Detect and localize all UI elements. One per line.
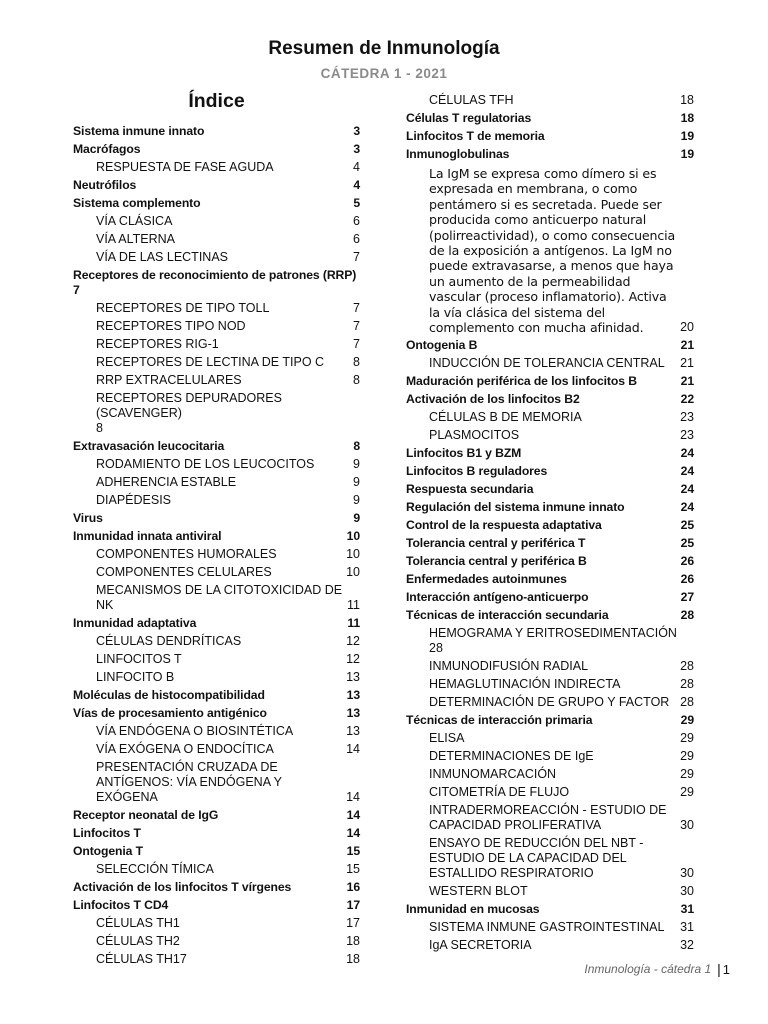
toc-entry-page: 7 — [353, 300, 360, 315]
toc-subentry[interactable] — [406, 408, 694, 426]
toc-entry-page: 14 — [346, 741, 360, 756]
toc-entry-text: Inmunoglobulinas — [406, 146, 510, 161]
toc-entry-page: 10 — [346, 528, 360, 543]
toc-entry-text: RECEPTORES DEPURADORES (SCAVENGER) — [96, 390, 282, 420]
toc-entry[interactable] — [73, 527, 360, 545]
toc-entry-page: 13 — [346, 723, 360, 738]
toc-entry-page: 26 — [680, 571, 694, 586]
toc-entry-text: Moléculas de histocompatibilidad — [73, 687, 265, 702]
toc-entry-text: CÉLULAS TH2 — [96, 933, 180, 948]
toc-subentry[interactable] — [73, 740, 360, 758]
toc-entry-text: COMPONENTES CELULARES — [96, 564, 272, 579]
toc-entry-text: CÉLULAS TH17 — [96, 951, 187, 966]
toc-entry[interactable] — [406, 145, 694, 163]
toc-entry-page: 5 — [353, 195, 360, 210]
toc-entry-page: 26 — [680, 553, 694, 568]
toc-entry-page: 18 — [346, 951, 360, 966]
toc-entry-text: Inmunidad adaptativa — [73, 615, 197, 630]
toc-subentry[interactable] — [406, 936, 694, 954]
toc-entry-text: Técnicas de interacción primaria — [406, 712, 593, 727]
toc-entry-text: RESPUESTA DE FASE AGUDA — [96, 159, 274, 174]
toc-entry-text: Sistema complemento — [73, 195, 201, 210]
toc-entry-page: 24 — [680, 481, 694, 496]
toc-entry-page: 21 — [680, 373, 694, 388]
toc-entry-text: IgA SECRETORIA — [429, 937, 532, 952]
toc-entry-text: Tolerancia central y periférica T — [406, 535, 586, 550]
toc-entry-page: 31 — [680, 919, 694, 934]
toc-entry[interactable] — [406, 498, 694, 516]
toc-entry-text: RECEPTORES RIG-1 — [96, 336, 219, 351]
toc-entry-page: 28 — [680, 694, 694, 709]
toc-entry-text: LINFOCITO B — [96, 669, 175, 684]
toc-entry-page: 30 — [680, 865, 694, 880]
toc-subentry[interactable] — [73, 545, 360, 563]
toc-entry-text: RECEPTORES DE LECTINA DE TIPO C — [96, 354, 325, 369]
toc-entry-text: COMPONENTES HUMORALES — [96, 546, 277, 561]
toc-subentry[interactable] — [406, 675, 694, 693]
toc-entry-text: RRP EXTRACELULARES — [96, 372, 242, 387]
toc-entry[interactable] — [406, 462, 694, 480]
toc-entry-page: 21 — [680, 355, 694, 370]
toc-entry-page: 23 — [680, 409, 694, 424]
toc-entry-text: HEMAGLUTINACIÓN INDIRECTA — [429, 676, 621, 691]
toc-entry-text: Interacción antígeno-anticuerpo — [406, 589, 589, 604]
toc-entry-text: Inmunidad en mucosas — [406, 901, 540, 916]
toc-entry-page: 14 — [346, 825, 360, 840]
toc-entry-text: Regulación del sistema inmune innato — [406, 499, 625, 514]
toc-entry-page: 8 — [353, 372, 360, 387]
toc-subentry[interactable] — [73, 668, 360, 686]
toc-entry-page: 13 — [346, 705, 360, 720]
toc-entry-text: Enfermedades autoinmunes — [406, 571, 567, 586]
toc-subentry[interactable] — [73, 335, 360, 353]
toc-subentry[interactable] — [406, 426, 694, 444]
toc-entry-text: WESTERN BLOT — [429, 883, 528, 898]
toc-note-paragraph[interactable] — [406, 163, 694, 336]
toc-entry-page: 9 — [353, 456, 360, 471]
toc-entry-page: 9 — [353, 492, 360, 507]
toc-entry-text: CÉLULAS TFH — [429, 92, 514, 107]
toc-entry-text: Maduración periférica de los linfocitos B — [406, 373, 637, 388]
toc-subentry[interactable] — [73, 212, 360, 230]
toc-entry[interactable] — [406, 570, 694, 588]
toc-entry[interactable] — [406, 552, 694, 570]
toc-entry[interactable] — [406, 606, 694, 624]
toc-entry-page: 29 — [680, 730, 694, 745]
toc-subentry[interactable] — [406, 882, 694, 900]
toc-entry[interactable] — [73, 437, 360, 455]
toc-entry[interactable] — [406, 109, 694, 127]
toc-entry[interactable] — [73, 140, 360, 158]
toc-entry-text: INMUNODIFUSIÓN RADIAL — [429, 658, 589, 673]
toc-entry-page: 17 — [346, 897, 360, 912]
toc-subentry[interactable] — [73, 317, 360, 335]
toc-subentry[interactable] — [73, 353, 360, 371]
toc-subentry[interactable] — [406, 801, 694, 834]
toc-subentry[interactable] — [73, 563, 360, 581]
toc-entry-text: MECANISMOS DE LA CITOTOXICIDAD DE NK — [96, 582, 343, 612]
toc-entry-page: 18 — [680, 110, 694, 125]
footer-separator: | — [717, 961, 721, 977]
toc-entry-page: 11 — [347, 615, 360, 630]
toc-entry-text: SELECCIÓN TÍMICA — [96, 861, 214, 876]
toc-entry-page: 28 — [680, 658, 694, 673]
toc-entry[interactable] — [73, 122, 360, 140]
toc-entry-text: Neutrófilos — [73, 177, 137, 192]
toc-entry-page: 17 — [346, 915, 360, 930]
toc-entry-text: Tolerancia central y periférica B — [406, 553, 587, 568]
toc-entry-text: Receptores de reconocimiento de patrones (RRP) — [73, 267, 357, 282]
toc-entry-page: 12 — [346, 633, 360, 648]
toc-entry-text: VÍA ENDÓGENA O BIOSINTÉTICA — [96, 723, 294, 738]
toc-entry-text: Activación de los linfocitos T vírgenes — [73, 879, 292, 894]
toc-subentry[interactable] — [73, 248, 360, 266]
toc-entry-page: 18 — [346, 933, 360, 948]
index-right-column — [406, 91, 694, 954]
toc-subentry[interactable] — [406, 765, 694, 783]
toc-subentry[interactable] — [73, 473, 360, 491]
document-subtitle: CÁTEDRA 1 - 2021 — [320, 66, 448, 81]
toc-subentry[interactable] — [73, 632, 360, 650]
toc-entry[interactable] — [73, 704, 360, 722]
toc-entry-text: CITOMETRÍA DE FLUJO — [429, 784, 570, 799]
toc-subentry[interactable] — [406, 729, 694, 747]
toc-entry-text: CÉLULAS DENDRÍTICAS — [96, 633, 242, 648]
toc-entry-page: 15 — [346, 861, 360, 876]
toc-entry-page: 13 — [346, 669, 360, 684]
toc-subentry[interactable] — [73, 932, 360, 950]
toc-subentry[interactable] — [73, 230, 360, 248]
toc-entry-text: Linfocitos T — [73, 825, 141, 840]
toc-entry-page: 8 — [353, 354, 360, 369]
toc-entry[interactable] — [73, 686, 360, 704]
toc-entry-page: 16 — [346, 879, 360, 894]
toc-entry-text: PLASMOCITOS — [429, 427, 520, 442]
toc-subentry[interactable] — [73, 158, 360, 176]
toc-entry[interactable] — [406, 444, 694, 462]
footer-label: Inmunología - cátedra 1 — [584, 962, 712, 976]
toc-entry-text: Respuesta secundaria — [406, 481, 534, 496]
toc-subentry[interactable] — [406, 918, 694, 936]
page-footer — [584, 961, 730, 977]
toc-entry[interactable] — [406, 336, 694, 354]
toc-entry-text: CÉLULAS B DE MEMORIA — [429, 409, 582, 424]
toc-entry[interactable] — [73, 176, 360, 194]
toc-entry-page: 24 — [680, 463, 694, 478]
toc-entry-text: LINFOCITOS T — [96, 651, 182, 666]
toc-entry-text: Ontogenia T — [73, 843, 143, 858]
toc-subentry[interactable] — [73, 455, 360, 473]
toc-entry-text: RODAMIENTO DE LOS LEUCOCITOS — [96, 456, 315, 471]
toc-entry-page: 24 — [680, 499, 694, 514]
toc-entry-page: 28 — [680, 676, 694, 691]
toc-entry-text: INDUCCIÓN DE TOLERANCIA CENTRAL — [429, 355, 665, 370]
toc-entry-page: 10 — [346, 564, 360, 579]
toc-entry[interactable] — [406, 390, 694, 408]
toc-entry-text: CÉLULAS TH1 — [96, 915, 180, 930]
toc-entry-text: Inmunidad innata antiviral — [73, 528, 222, 543]
toc-entry[interactable] — [406, 516, 694, 534]
toc-entry-page: 4 — [353, 177, 360, 192]
toc-entry-text: Virus — [73, 510, 103, 525]
toc-entry-page: 8 — [96, 420, 103, 435]
toc-entry-text: DETERMINACIÓN DE GRUPO Y FACTOR — [429, 694, 670, 709]
toc-subentry[interactable] — [406, 834, 694, 882]
toc-entry-text: Células T regulatorias — [406, 110, 532, 125]
toc-entry-text: VÍA EXÓGENA O ENDOCÍTICA — [96, 741, 274, 756]
index-left-column — [73, 122, 360, 968]
toc-subentry[interactable] — [406, 91, 694, 109]
toc-entry-text: SISTEMA INMUNE GASTROINTESTINAL — [429, 919, 665, 934]
toc-entry-page: 27 — [680, 589, 694, 604]
toc-subentry[interactable] — [406, 747, 694, 765]
toc-entry-page: 7 — [73, 282, 80, 297]
toc-subentry[interactable] — [73, 950, 360, 968]
toc-entry[interactable] — [73, 842, 360, 860]
toc-entry-page: 29 — [680, 712, 694, 727]
toc-subentry[interactable] — [73, 299, 360, 317]
toc-entry-page: 4 — [353, 159, 360, 174]
toc-subentry[interactable] — [73, 389, 360, 437]
toc-entry-page: 21 — [680, 337, 694, 352]
toc-entry-page: 9 — [353, 510, 360, 525]
toc-entry-page: 19 — [680, 128, 694, 143]
toc-entry[interactable] — [73, 194, 360, 212]
toc-entry-page: 7 — [353, 249, 360, 264]
toc-subentry[interactable] — [73, 650, 360, 668]
toc-entry[interactable] — [73, 509, 360, 527]
toc-entry-text: Control de la respuesta adaptativa — [406, 517, 602, 532]
toc-entry-text: Macrófagos — [73, 141, 141, 156]
toc-entry[interactable] — [73, 806, 360, 824]
toc-entry-page: 7 — [353, 318, 360, 333]
toc-entry-page: 14 — [346, 789, 360, 804]
toc-entry-text: HEMOGRAMA Y ERITROSEDIMENTACIÓN — [429, 625, 677, 640]
toc-subentry[interactable] — [73, 758, 360, 806]
toc-entry-page: 10 — [346, 546, 360, 561]
toc-entry-text: DIAPÉDESIS — [96, 492, 172, 507]
toc-entry-text: INMUNOMARCACIÓN — [429, 766, 557, 781]
toc-entry-page: 23 — [680, 427, 694, 442]
toc-entry[interactable] — [73, 878, 360, 896]
toc-entry-text: VÍA ALTERNA — [96, 231, 175, 246]
toc-entry-text: Sistema inmune innato — [73, 123, 205, 138]
toc-subentry[interactable] — [73, 860, 360, 878]
toc-entry-page: 31 — [680, 901, 694, 916]
toc-entry-text: PRESENTACIÓN CRUZADA DE ANTÍGENOS: VÍA ENDÓGENA Y EXÓGENA — [96, 759, 282, 804]
toc-subentry[interactable] — [406, 783, 694, 801]
toc-entry-page: 25 — [680, 517, 694, 532]
index-heading: Índice — [188, 90, 245, 112]
toc-entry-text: La IgM se expresa como dímero si es expresada en membrana, o como pentámero si es secretada. Puede ser producida como anticuerpo natural (polirreactividad), o como consecuencia de la exposición a antígenos. La IgM no puede extravasarse, a menos que haya un aumento de la permeabilidad vascular (proceso inflamatorio). Activa la vía clásica del sistema del complemento con mucha afinidad. — [429, 166, 676, 336]
toc-entry-text: Activación de los linfocitos B2 — [406, 391, 580, 406]
toc-entry[interactable] — [406, 588, 694, 606]
toc-entry-page: 20 — [680, 320, 694, 335]
toc-subentry[interactable] — [73, 371, 360, 389]
toc-subentry[interactable] — [73, 581, 360, 614]
toc-subentry[interactable] — [406, 657, 694, 675]
toc-entry-page: 18 — [680, 92, 694, 107]
toc-subentry[interactable] — [73, 722, 360, 740]
toc-entry-text: ELISA — [429, 730, 465, 745]
toc-entry[interactable] — [73, 266, 360, 299]
toc-entry-page: 25 — [680, 535, 694, 550]
toc-subentry[interactable] — [406, 693, 694, 711]
toc-entry[interactable] — [73, 614, 360, 632]
toc-entry[interactable] — [406, 534, 694, 552]
toc-entry-page: 22 — [680, 391, 694, 406]
toc-entry-page: 29 — [680, 748, 694, 763]
toc-entry-text: ENSAYO DE REDUCCIÓN DEL NBT - ESTUDIO DE LA CAPACIDAD DEL ESTALLIDO RESPIRATORIO — [429, 835, 644, 880]
footer-page-number: 1 — [722, 961, 730, 977]
toc-entry-page: 30 — [680, 883, 694, 898]
toc-entry-page: 6 — [353, 213, 360, 228]
toc-entry-text: Receptor neonatal de IgG — [73, 807, 219, 822]
toc-entry-page: 29 — [680, 784, 694, 799]
toc-entry-text: Extravasación leucocitaria — [73, 438, 225, 453]
toc-entry[interactable] — [73, 896, 360, 914]
toc-entry-text: Linfocitos B reguladores — [406, 463, 548, 478]
toc-entry-text: DETERMINACIONES DE IgE — [429, 748, 594, 763]
toc-entry-text: INTRADERMOREACCIÓN - ESTUDIO DE CAPACIDAD PROLIFERATIVA — [429, 802, 667, 832]
toc-entry-page: 3 — [353, 141, 360, 156]
toc-entry[interactable] — [406, 127, 694, 145]
toc-entry-page: 19 — [680, 146, 694, 161]
toc-subentry[interactable] — [73, 914, 360, 932]
toc-entry-page: 7 — [353, 336, 360, 351]
toc-entry-page: 30 — [680, 817, 694, 832]
toc-subentry[interactable] — [406, 354, 694, 372]
toc-entry-text: Ontogenia B — [406, 337, 478, 352]
toc-entry[interactable] — [406, 711, 694, 729]
toc-entry[interactable] — [406, 372, 694, 390]
toc-entry-page: 11 — [347, 597, 360, 612]
toc-entry-page: 6 — [353, 231, 360, 246]
toc-entry[interactable] — [406, 480, 694, 498]
toc-entry-page: 28 — [680, 607, 694, 622]
toc-entry-page: 13 — [346, 687, 360, 702]
toc-entry-text: VÍA CLÁSICA — [96, 213, 173, 228]
toc-entry-text: Linfocitos T CD4 — [73, 897, 169, 912]
toc-subentry[interactable] — [406, 624, 694, 657]
toc-entry-text: RECEPTORES TIPO NOD — [96, 318, 246, 333]
toc-entry-page: 32 — [680, 937, 694, 952]
document-title: Resumen de Inmunología — [268, 38, 500, 59]
toc-entry[interactable] — [406, 900, 694, 918]
toc-entry-page: 15 — [346, 843, 360, 858]
toc-entry-page: 8 — [353, 438, 360, 453]
toc-entry-text: Linfocitos B1 y BZM — [406, 445, 522, 460]
toc-entry-text: Técnicas de interacción secundaria — [406, 607, 609, 622]
toc-subentry[interactable] — [73, 491, 360, 509]
toc-entry-page: 12 — [346, 651, 360, 666]
toc-entry-page: 24 — [680, 445, 694, 460]
toc-entry-page: 9 — [353, 474, 360, 489]
toc-entry-page: 3 — [353, 123, 360, 138]
toc-entry-page: 14 — [346, 807, 360, 822]
toc-entry[interactable] — [73, 824, 360, 842]
toc-entry-page: 28 — [429, 640, 443, 655]
toc-entry-text: ADHERENCIA ESTABLE — [96, 474, 237, 489]
toc-entry-text: RECEPTORES DE TIPO TOLL — [96, 300, 270, 315]
toc-entry-text: VÍA DE LAS LECTINAS — [96, 249, 228, 264]
toc-entry-page: 29 — [680, 766, 694, 781]
toc-entry-text: Vías de procesamiento antigénico — [73, 705, 267, 720]
toc-entry-text: Linfocitos T de memoria — [406, 128, 545, 143]
